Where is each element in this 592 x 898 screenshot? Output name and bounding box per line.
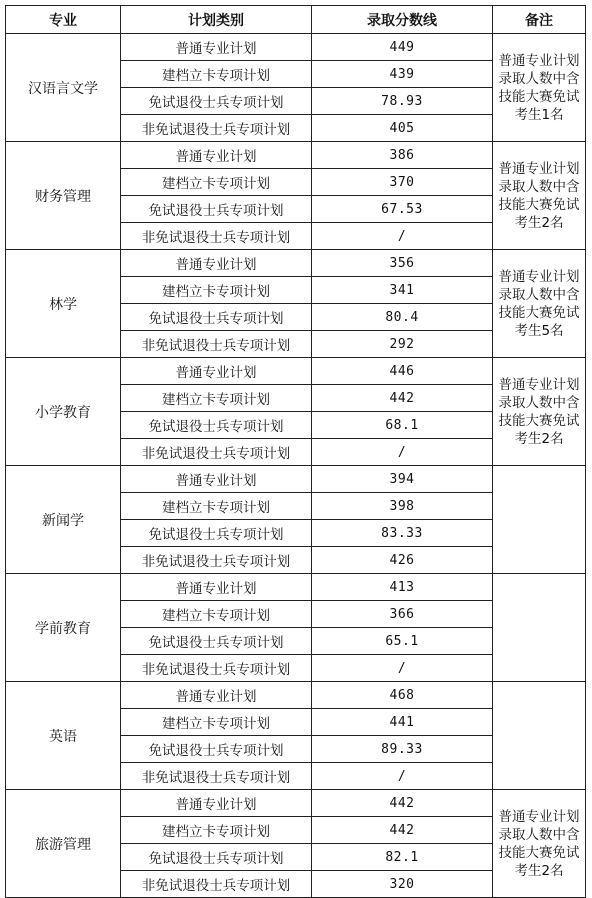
plan-type-cell: 普通专业计划 xyxy=(121,142,312,169)
plan-type-cell: 普通专业计划 xyxy=(121,34,312,61)
score-cell: 398 xyxy=(312,493,493,520)
table-body xyxy=(6,34,586,898)
score-cell: 468 xyxy=(312,682,493,709)
score-cell: 83.33 xyxy=(312,520,493,547)
plan-type-cell: 非免试退役士兵专项计划 xyxy=(121,331,312,358)
score-cell: 394 xyxy=(312,466,493,493)
plan-type-cell: 免试退役士兵专项计划 xyxy=(121,628,312,655)
major-name: 新闻学 xyxy=(6,466,121,574)
plan-type-cell: 普通专业计划 xyxy=(121,682,312,709)
plan-type-cell: 建档立卡专项计划 xyxy=(121,169,312,196)
score-cell: / xyxy=(312,223,493,250)
plan-type-cell: 免试退役士兵专项计划 xyxy=(121,412,312,439)
score-cell: 80.4 xyxy=(312,304,493,331)
plan-type-cell: 建档立卡专项计划 xyxy=(121,385,312,412)
plan-type-cell: 普通专业计划 xyxy=(121,250,312,277)
score-cell: 446 xyxy=(312,358,493,385)
table-row xyxy=(6,358,586,385)
major-name: 学前教育 xyxy=(6,574,121,682)
score-cell: 441 xyxy=(312,709,493,736)
header-plan-type: 计划类别 xyxy=(121,6,312,34)
plan-type-cell: 免试退役士兵专项计划 xyxy=(121,736,312,763)
score-cell: 320 xyxy=(312,871,493,898)
score-cell: 442 xyxy=(312,385,493,412)
score-cell: 292 xyxy=(312,331,493,358)
plan-type-cell: 免试退役士兵专项计划 xyxy=(121,88,312,115)
table-row xyxy=(6,34,586,61)
plan-type-cell: 非免试退役士兵专项计划 xyxy=(121,547,312,574)
major-name: 小学教育 xyxy=(6,358,121,466)
plan-type-cell: 建档立卡专项计划 xyxy=(121,709,312,736)
score-cell: / xyxy=(312,439,493,466)
score-cell: 370 xyxy=(312,169,493,196)
major-name: 英语 xyxy=(6,682,121,790)
major-name: 旅游管理 xyxy=(6,790,121,898)
header-remark: 备注 xyxy=(493,6,586,34)
score-cell: 82.1 xyxy=(312,844,493,871)
score-cell: 442 xyxy=(312,790,493,817)
plan-type-cell: 非免试退役士兵专项计划 xyxy=(121,871,312,898)
score-cell: 78.93 xyxy=(312,88,493,115)
remark-cell: 普通专业计划录取人数中含技能大赛免试考生2名 xyxy=(493,358,586,466)
plan-type-cell: 免试退役士兵专项计划 xyxy=(121,844,312,871)
score-cell: 67.53 xyxy=(312,196,493,223)
table-row xyxy=(6,466,586,493)
table-row xyxy=(6,790,586,817)
table-row xyxy=(6,682,586,709)
remark-cell: 普通专业计划录取人数中含技能大赛免试考生5名 xyxy=(493,250,586,358)
plan-type-cell: 非免试退役士兵专项计划 xyxy=(121,115,312,142)
header-row xyxy=(6,6,586,34)
score-cell: 442 xyxy=(312,817,493,844)
plan-type-cell: 非免试退役士兵专项计划 xyxy=(121,223,312,250)
plan-type-cell: 建档立卡专项计划 xyxy=(121,493,312,520)
plan-type-cell: 建档立卡专项计划 xyxy=(121,601,312,628)
score-cell: 449 xyxy=(312,34,493,61)
remark-cell: 普通专业计划录取人数中含技能大赛免试考生2名 xyxy=(493,142,586,250)
plan-type-cell: 免试退役士兵专项计划 xyxy=(121,196,312,223)
remark-cell: 普通专业计划录取人数中含技能大赛免试考生1名 xyxy=(493,34,586,142)
major-name: 林学 xyxy=(6,250,121,358)
plan-type-cell: 非免试退役士兵专项计划 xyxy=(121,763,312,790)
table-row xyxy=(6,250,586,277)
plan-type-cell: 免试退役士兵专项计划 xyxy=(121,304,312,331)
plan-type-cell: 建档立卡专项计划 xyxy=(121,277,312,304)
score-cell: 366 xyxy=(312,601,493,628)
score-cell: 68.1 xyxy=(312,412,493,439)
score-cell: / xyxy=(312,655,493,682)
header-major: 专业 xyxy=(6,6,121,34)
score-cell: 405 xyxy=(312,115,493,142)
remark-cell xyxy=(493,466,586,574)
plan-type-cell: 普通专业计划 xyxy=(121,574,312,601)
remark-cell: 普通专业计划录取人数中含技能大赛免试考生2名 xyxy=(493,790,586,898)
plan-type-cell: 非免试退役士兵专项计划 xyxy=(121,439,312,466)
plan-type-cell: 免试退役士兵专项计划 xyxy=(121,520,312,547)
remark-cell xyxy=(493,574,586,682)
remark-cell xyxy=(493,682,586,790)
score-cell: 356 xyxy=(312,250,493,277)
score-cell: 426 xyxy=(312,547,493,574)
score-cell: 439 xyxy=(312,61,493,88)
plan-type-cell: 普通专业计划 xyxy=(121,466,312,493)
plan-type-cell: 建档立卡专项计划 xyxy=(121,817,312,844)
table-row xyxy=(6,574,586,601)
score-cell: 413 xyxy=(312,574,493,601)
header-score-line: 录取分数线 xyxy=(312,6,493,34)
score-cell: / xyxy=(312,763,493,790)
score-cell: 89.33 xyxy=(312,736,493,763)
major-name: 财务管理 xyxy=(6,142,121,250)
plan-type-cell: 建档立卡专项计划 xyxy=(121,61,312,88)
plan-type-cell: 普通专业计划 xyxy=(121,358,312,385)
admission-score-table xyxy=(5,5,586,898)
major-name: 汉语言文学 xyxy=(6,34,121,142)
score-cell: 341 xyxy=(312,277,493,304)
table-row xyxy=(6,142,586,169)
plan-type-cell: 普通专业计划 xyxy=(121,790,312,817)
score-cell: 65.1 xyxy=(312,628,493,655)
score-cell: 386 xyxy=(312,142,493,169)
plan-type-cell: 非免试退役士兵专项计划 xyxy=(121,655,312,682)
